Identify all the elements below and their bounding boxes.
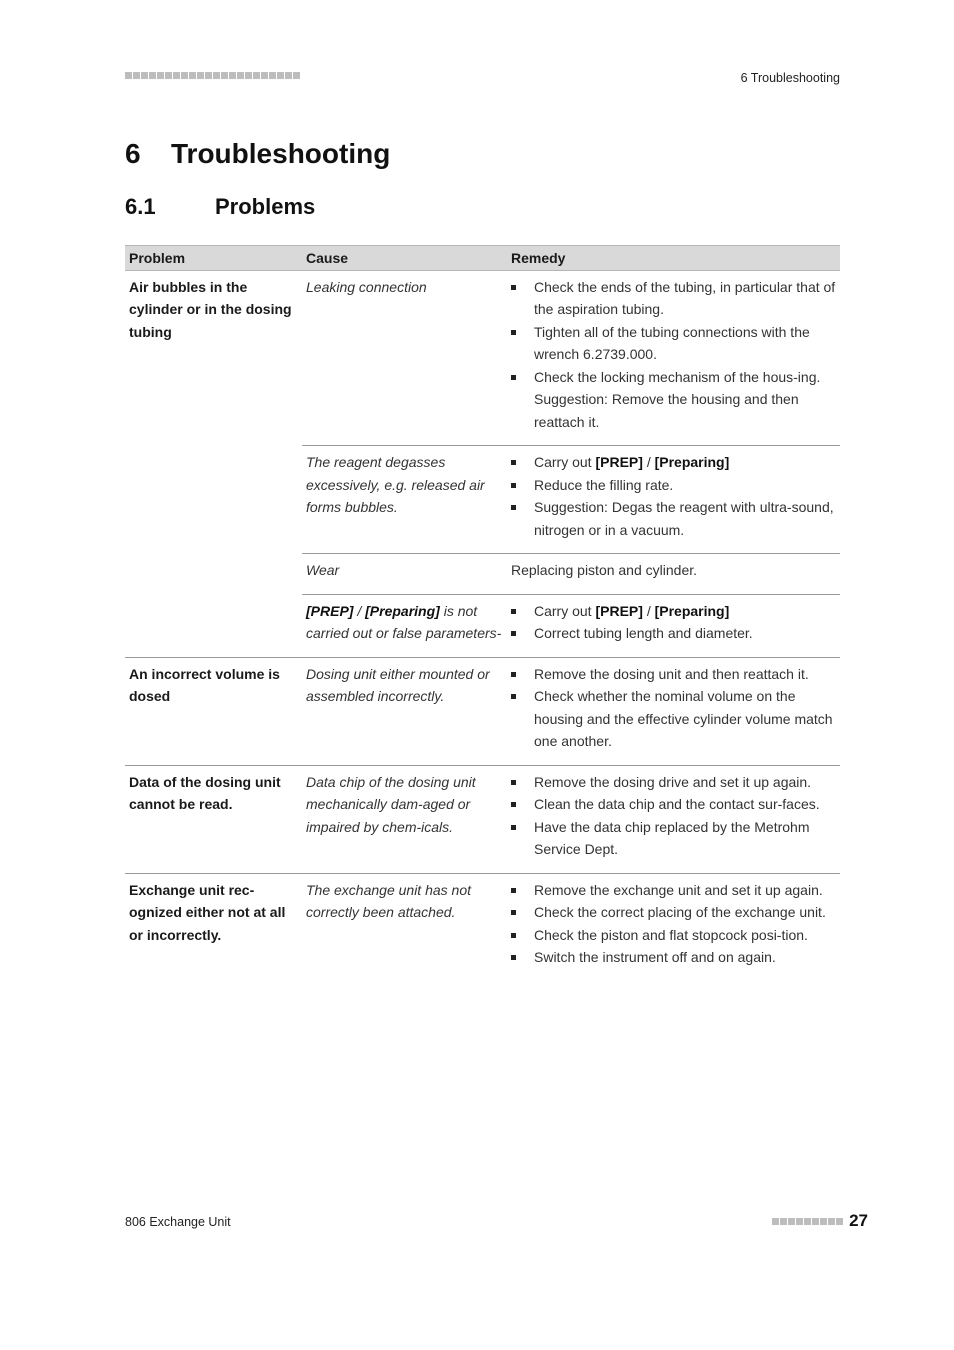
- preparing-key: [Preparing]: [365, 602, 440, 619]
- key-separator: /: [357, 602, 362, 619]
- remedy-item: Suggestion: Degas the reagent with ultra-sound, nitrogen or in a vacuum.: [511, 496, 836, 541]
- remedy-list: [511, 451, 836, 541]
- section-title: [125, 194, 315, 220]
- footer-product: 806 Exchange Unit: [125, 1215, 231, 1229]
- remedy-item: [511, 600, 836, 623]
- section-number: 6.1: [125, 194, 156, 219]
- page-number: 27: [849, 1211, 868, 1230]
- prep-key: [PREP]: [595, 454, 643, 470]
- remedy-item: Reduce the filling rate.: [511, 474, 836, 497]
- remedy-item: Tighten all of the tubing connections with the wrench 6.2739.000.: [511, 321, 836, 366]
- header-remedy: Remedy: [507, 246, 840, 271]
- remedy-list: [511, 600, 836, 645]
- remedy-cell: [507, 657, 840, 765]
- remedy-cell: [507, 446, 840, 554]
- problem-cell: Data of the dosing unit cannot be read.: [125, 765, 302, 873]
- problem-cell: Exchange unit rec-ognized either not at all or incorrectly.: [125, 873, 302, 981]
- remedy-item: Check the ends of the tubing, in particular that of the aspiration tubing.: [511, 276, 836, 321]
- remedy-list: [511, 276, 836, 434]
- footer-page: [772, 1211, 868, 1231]
- remedy-prefix: Carry out: [534, 454, 592, 470]
- remedy-item: Remove the exchange unit and set it up again.: [511, 879, 836, 902]
- cause-cell: The reagent degasses excessively, e.g. released air forms bubbles.: [302, 446, 507, 554]
- remedy-cell: Replacing piston and cylinder.: [507, 554, 840, 595]
- remedy-item: Check the locking mechanism of the hous-ing. Suggestion: Remove the housing and then reattach it.: [511, 366, 836, 434]
- preparing-key: [Preparing]: [654, 454, 730, 470]
- cause-cell: The exchange unit has not correctly been attached.: [302, 873, 507, 981]
- preparing-key: [Preparing]: [654, 602, 730, 619]
- cause-cell: Dosing unit either mounted or assembled incorrectly.: [302, 657, 507, 765]
- cause-cell: Data chip of the dosing unit mechanically dam-aged or impaired by chem-icals.: [302, 765, 507, 873]
- chapter-number: 6: [125, 138, 141, 169]
- chapter-title-text: Troubleshooting: [171, 138, 391, 169]
- header-problem: Problem: [125, 246, 302, 271]
- remedy-item: Check whether the nominal volume on the housing and the effective cylinder volume match one another.: [511, 685, 836, 753]
- remedy-item: Clean the data chip and the contact sur-faces.: [511, 793, 836, 816]
- cause-cell: [302, 594, 507, 657]
- cause-text: is not carried out or false parameters-: [306, 602, 502, 641]
- problem-cell: An incorrect volume is dosed: [125, 657, 302, 765]
- cause-cell: Leaking connection: [306, 278, 427, 295]
- remedy-prefix: Carry out: [534, 602, 592, 619]
- running-header: 6 Troubleshooting: [740, 71, 840, 85]
- prep-key: [PREP]: [595, 602, 643, 619]
- table-row: [125, 270, 840, 446]
- remedy-cell: [507, 594, 840, 657]
- table-row: [125, 657, 840, 765]
- remedy-cell: [507, 765, 840, 873]
- remedy-cell: [507, 270, 840, 446]
- remedy-list: [511, 879, 836, 969]
- problem-cell: Air bubbles in the cylinder or in the dosing tubing: [129, 278, 292, 340]
- key-separator: /: [646, 602, 651, 619]
- remedy-item: Have the data chip replaced by the Metrohm Service Dept.: [511, 816, 836, 861]
- section-title-text: Problems: [215, 194, 316, 219]
- header-decoration: [125, 72, 300, 79]
- cause-cell: Wear: [302, 554, 507, 595]
- remedy-list: [511, 771, 836, 861]
- problems-table: [125, 245, 840, 981]
- footer-decoration: [772, 1218, 843, 1225]
- remedy-item: [511, 451, 836, 474]
- table-header-row: [125, 246, 840, 271]
- prep-key: [PREP]: [306, 602, 354, 619]
- remedy-list: [511, 663, 836, 753]
- remedy-item: Correct tubing length and diameter.: [511, 622, 836, 645]
- key-separator: /: [646, 454, 651, 470]
- remedy-item: Check the correct placing of the exchange unit.: [511, 901, 836, 924]
- remedy-item: Remove the dosing unit and then reattach it.: [511, 663, 836, 686]
- table-row: [125, 873, 840, 981]
- remedy-item: Switch the instrument off and on again.: [511, 946, 836, 969]
- remedy-cell: [507, 873, 840, 981]
- remedy-item: Remove the dosing drive and set it up again.: [511, 771, 836, 794]
- table-row: [125, 765, 840, 873]
- remedy-item: Check the piston and flat stopcock posi-tion.: [511, 924, 836, 947]
- header-cause: Cause: [302, 246, 507, 271]
- chapter-title: [125, 138, 390, 170]
